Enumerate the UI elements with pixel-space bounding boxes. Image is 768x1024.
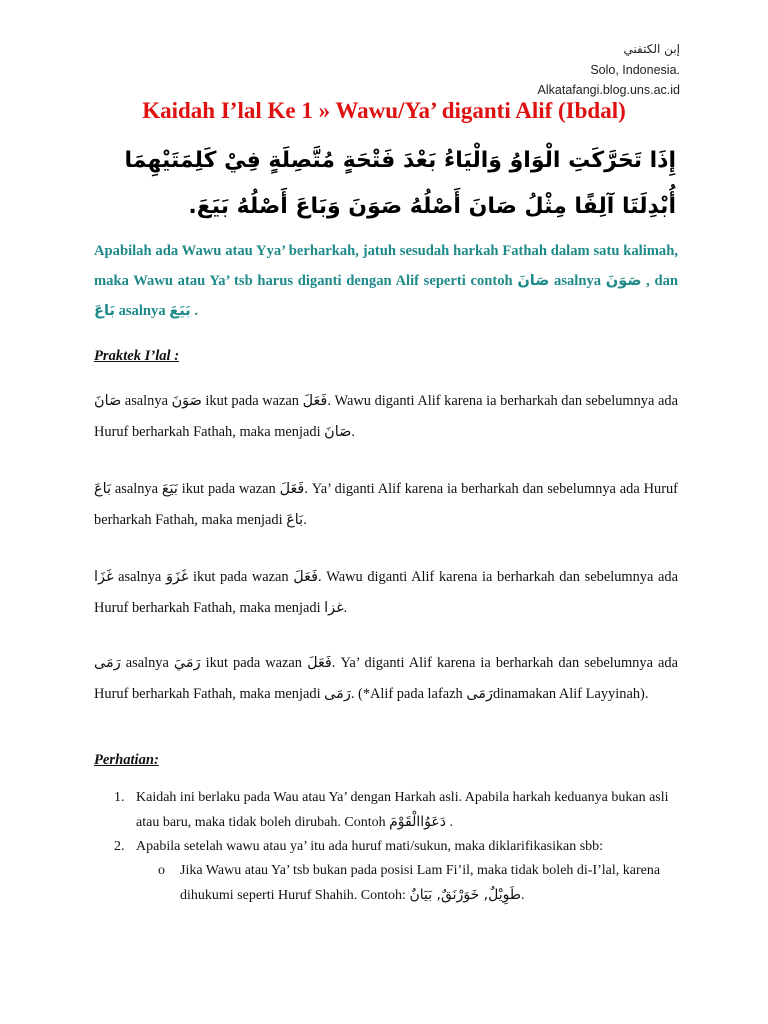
list-item: 2. Apabila setelah wawu atau ya’ itu ada huruf mati/sukun, maka diklarifikasikan sbb: <box>114 839 604 854</box>
example-4: رَمَى asalnya رَمَيَ ikut pada wazan فَعَلَ. Ya’ diganti Alif karena ia berharkah dan sebelumnya ada Huruf berharkah Fathah, maka menjadi رَمَى. (*Alif pada lafazh رَمَىdinamakan Alif Layyinah). <box>94 655 678 702</box>
page-title: Kaidah I’lal Ke 1 » Wawu/Ya’ diganti Alif (Ibdal) <box>142 98 626 123</box>
list-item: 1. Kaidah ini berlaku pada Wau atau Ya’ dengan Harkah asli. Apabila harkah keduanya bukan asli atau baru, maka tidak boleh dirubah. Contoh دَعَوُاالْقَوْمَ . <box>114 790 669 830</box>
perhatian-heading: Perhatian: <box>94 752 159 768</box>
arabic-rule-text: إِذَا تَحَرَّكَتِ الْوَاوُ وَالْيَاءُ بَعْدَ فَتْحَةٍ مُتَّصِلَةٍ فِيْ كَلِمَتَيْهِمَا أُبْدِلَتَا آلِفًا مِثْلُ صَانَ أَصْلُهُ صَوَنَ وَبَاعَ أَصْلُهُ بَيَعَ. <box>124 148 676 219</box>
author-site: Alkatafangi.blog.uns.ac.id <box>537 83 680 97</box>
arabic-word: صَوَنَ <box>605 272 642 289</box>
example-2: بَاعَ asalnya بَيَعَ ikut pada wazan فَعَلَ. Ya’ diganti Alif karena ia berharkah dan sebelumnya ada Huruf berharkah Fathah, maka menjadi بَاعَ. <box>94 481 678 528</box>
notes-list <box>94 786 684 908</box>
intro-paragraph: Apabilah ada Wawu atau Yya’ berharkah, jatuh sesudah harkah Fathah dalam satu kalimah, maka Wawu atau Ya’ tsb harus diganti dengan Alif seperti contoh صَانَ asalnya صَوَنَ , dan بَاعَ asalnya بَيَعَ . <box>94 243 678 319</box>
praktek-heading: Praktek I’lal : <box>94 348 180 364</box>
arabic-word: بَيَعَ <box>169 302 191 319</box>
example-3: غَزَا asalnya غَزَوَ ikut pada wazan فَعَلَ. Wawu diganti Alif karena ia berharkah dan sebelumnya ada Huruf berharkah Fathah, maka menjadi غزا. <box>94 569 678 616</box>
author-city: Solo, Indonesia. <box>590 63 680 77</box>
author-arabic-name: إبن الكتفني <box>623 42 680 56</box>
sub-list-item: o Jika Wawu atau Ya’ tsb bukan pada posisi Lam Fi’il, maka tidak boleh di-I’lal, karena dihukumi seperti Huruf Shahih. Contoh: طَوِيْلٌ, خَوَرْنَقٌ, بَيَانٌ. <box>158 863 661 903</box>
example-1: صَانَ asalnya صَوَنَ ikut pada wazan فَعَلَ. Wawu diganti Alif karena ia berharkah dan sebelumnya ada Huruf berharkah Fathah, maka menjadi صَانَ. <box>94 393 678 440</box>
arabic-word: بَاعَ <box>94 302 115 319</box>
arabic-word: صَانَ <box>517 272 550 289</box>
